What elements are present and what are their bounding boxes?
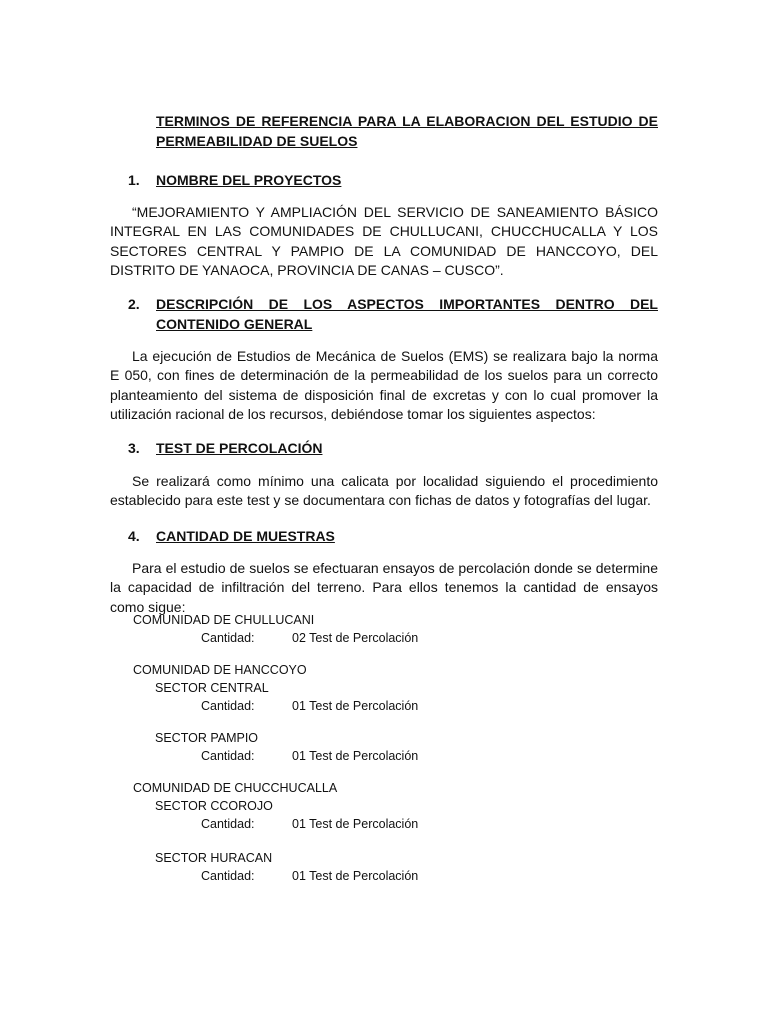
quantity-value: 02 Test de Percolación	[292, 631, 419, 645]
section-4-number: 4.	[128, 528, 140, 544]
quantity-row	[201, 868, 419, 884]
community-chullucani: COMUNIDAD DE CHULLUCANI	[133, 613, 315, 627]
section-1-title: NOMBRE DEL PROYECTOS	[156, 172, 342, 188]
quantity-label: Cantidad:	[201, 817, 255, 831]
quantity-label: Cantidad:	[201, 869, 255, 883]
section-1-number: 1.	[128, 172, 140, 188]
sector-ccorojo: SECTOR CCOROJO	[155, 799, 273, 813]
section-2-number: 2.	[128, 296, 140, 312]
section-3-body: Se realizará como mínimo una calicata por localidad siguiendo el procedimiento establecido para este test y se documentara con fichas de datos y fotografías del lugar.	[110, 473, 658, 509]
quantity-row	[201, 698, 419, 714]
sector-huracan: SECTOR HURACAN	[155, 851, 273, 865]
section-3-number: 3.	[128, 440, 140, 456]
quantity-value: 01 Test de Percolación	[292, 817, 419, 831]
section-3-heading	[128, 438, 658, 458]
section-1-body: “MEJORAMIENTO Y AMPLIACIÓN DEL SERVICIO DE SANEAMIENTO BÁSICO INTEGRAL EN LAS COMUNIDADES DE CHULLUCANI, CHUCCHUCALLA Y LOS SECTORES CENTRAL Y PAMPIO DE LA COMUNIDAD DE HANCCOYO, DEL DISTRITO DE YANAOCA, PROVINCIA DE CANAS – CUSCO”.	[110, 204, 658, 279]
quantity-row	[201, 816, 419, 832]
section-4-body: Para el estudio de suelos se efectuaran ensayos de percolación donde se determine la capacidad de infiltración del terreno. Para ellos tenemos la cantidad de ensayos como sigue:	[110, 560, 658, 615]
quantity-value: 01 Test de Percolación	[292, 699, 419, 713]
section-2-body: La ejecución de Estudios de Mecánica de Suelos (EMS) se realizara bajo la norma E 050, con fines de determinación de la permeabilidad de los suelos para un correcto planteamiento del sistema de disposición final de excretas y con lo cual promover la utilización racional de los recursos, debiéndose tomar los siguientes aspectos:	[110, 348, 658, 423]
document-title: TERMINOS DE REFERENCIA PARA LA ELABORACION DEL ESTUDIO DE PERMEABILIDAD DE SUELOS	[156, 113, 658, 149]
section-4-heading	[128, 526, 658, 546]
quantity-label: Cantidad:	[201, 749, 255, 763]
section-3-title: TEST DE PERCOLACIÓN	[156, 440, 323, 456]
quantity-value: 01 Test de Percolación	[292, 749, 419, 763]
quantity-label: Cantidad:	[201, 631, 255, 645]
sector-pampio: SECTOR PAMPIO	[155, 731, 259, 745]
section-2-heading	[128, 294, 658, 334]
section-2-title: DESCRIPCIÓN DE LOS ASPECTOS IMPORTANTES DENTRO DEL CONTENIDO GENERAL	[156, 296, 658, 332]
community-chucchucalla: COMUNIDAD DE CHUCCHUCALLA	[133, 781, 338, 795]
quantity-label: Cantidad:	[201, 699, 255, 713]
quantity-value: 01 Test de Percolación	[292, 869, 419, 883]
section-4-title: CANTIDAD DE MUESTRAS	[156, 528, 335, 544]
section-1-heading	[128, 170, 658, 190]
sector-central: SECTOR CENTRAL	[155, 681, 269, 695]
quantity-row	[201, 630, 419, 646]
quantity-row	[201, 748, 419, 764]
community-hanccoyo: COMUNIDAD DE HANCCOYO	[133, 663, 307, 677]
